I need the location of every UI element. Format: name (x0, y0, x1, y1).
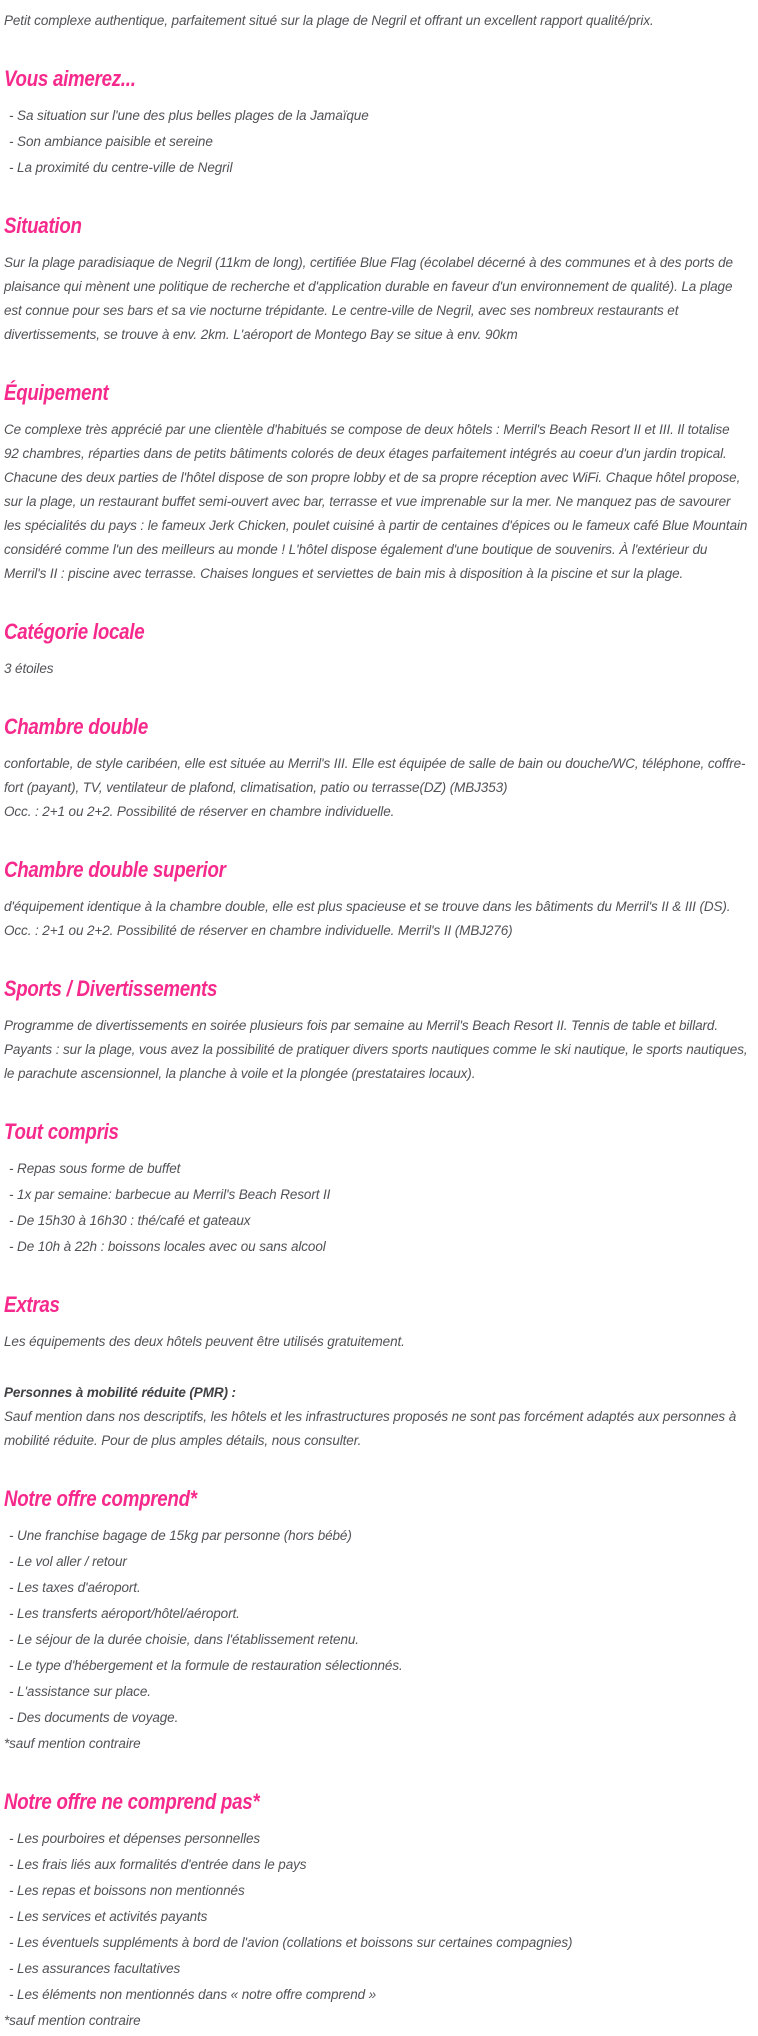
paragraph: confortable, de style caribéen, elle est située au Merril's III. Elle est équipée de salle de bain ou douche/WC, téléphone, coffre-fort (payant), TV, ventilateur de plafond, climatisation, patio ou terrasse(DZ) (MBJ353) (4, 756, 746, 795)
section-heading-categorie-locale: Catégorie locale (4, 619, 145, 644)
paragraph: 3 étoiles (4, 661, 54, 676)
section-situation (4, 213, 748, 347)
section-heading-vous-aimerez: Vous aimerez... (4, 66, 136, 91)
list-item: - Sa situation sur l'une des plus belles plages de la Jamaïque (9, 108, 369, 123)
list-item: - Les taxes d'aéroport. (9, 1580, 141, 1595)
section-heading-chambre-double: Chambre double (4, 714, 148, 739)
list-item: - Les assurances facultatives (9, 1961, 181, 1976)
section-chambre-double (4, 714, 748, 824)
list-item: - Son ambiance paisible et sereine (9, 134, 213, 149)
section-equipement (4, 380, 748, 586)
list-item: - Les frais liés aux formalités d'entrée dans le pays (9, 1857, 307, 1872)
list-item: - Les services et activités payants (9, 1909, 208, 1924)
footnote: *sauf mention contraire (4, 1736, 141, 1751)
paragraph: Occ. : 2+1 ou 2+2. Possibilité de réserver en chambre individuelle. Merril's II (MBJ276) (4, 923, 513, 938)
list-item: - Des documents de voyage. (9, 1710, 179, 1725)
list-item: - Les repas et boissons non mentionnés (9, 1883, 245, 1898)
section-heading-notre-offre-comprend: Notre offre comprend* (4, 1486, 197, 1511)
section-heading-sports-divertissements: Sports / Divertissements (4, 976, 218, 1001)
paragraph: Sur la plage paradisiaque de Negril (11km de long), certifiée Blue Flag (écolabel décerné à des communes et à des ports de plaisance qui mènent une politique de recherche et d'application durable en faveur d'un environnement de qualité). La plage est connue pour ses bars et sa vie nocturne trépidante. Le centre-ville de Negril, avec ses nombreux restaurants et divertissements, se trouve à env. 2km. L'aéroport de Montego Bay se situe à env. 90km (4, 255, 733, 342)
list-item: - L'assistance sur place. (9, 1684, 151, 1699)
section-heading-situation: Situation (4, 213, 82, 238)
section-chambre-double-superior (4, 857, 748, 943)
list-item: - Les éléments non mentionnés dans « notre offre comprend » (9, 1987, 377, 2002)
section-intro (4, 9, 748, 33)
section-heading-tout-compris: Tout compris (4, 1119, 119, 1144)
list-item: - Repas sous forme de buffet (9, 1161, 181, 1176)
section-notre-offre-ne-comprend-pas (4, 1789, 748, 2033)
section-extras (4, 1292, 748, 1453)
section-categorie-locale (4, 619, 748, 681)
paragraph: Petit complexe authentique, parfaitement situé sur la plage de Negril et offrant un excellent rapport qualité/prix. (4, 13, 654, 28)
section-notre-offre-comprend (4, 1486, 748, 1756)
list-item: - De 10h à 22h : boissons locales avec ou sans alcool (9, 1239, 326, 1254)
list-item: - Les transferts aéroport/hôtel/aéroport. (9, 1606, 240, 1621)
paragraph: Ce complexe très apprécié par une clientèle d'habitués se compose de deux hôtels : Merril's Beach Resort II et III. Il totalise 92 chambres, réparties dans de petits bâtiments colorés de deux étages parfaitement intégrés au coeur d'un jardin tropical. Chacune des deux parties de l'hôtel dispose de son propre lobby et de sa propre réception avec WiFi. Chaque hôtel propose, sur la plage, un restaurant buffet semi-ouvert avec bar, terrasse et vue imprenable sur la mer. Ne manquez pas de savourer les spécialités du pays : le fameux Jerk Chicken, poulet cuisiné à partir de centaines d'épices ou le fameux café Blue Mountain considéré comme l'un des meilleurs au monde ! L'hôtel dispose également d'une boutique de souvenirs. À l'extérieur du Merril's II : piscine avec terrasse. Chaises longues et serviettes de bain mis à disposition à la piscine et sur la plage. (4, 422, 748, 581)
section-sports-divertissements (4, 976, 748, 1086)
section-heading-extras: Extras (4, 1292, 60, 1317)
section-tout-compris (4, 1119, 748, 1259)
section-heading-chambre-double-superior: Chambre double superior (4, 857, 226, 882)
list-item: - La proximité du centre-ville de Negril (9, 160, 233, 175)
section-heading-notre-offre-ne-comprend-pas: Notre offre ne comprend pas* (4, 1789, 260, 1814)
paragraph: Occ. : 2+1 ou 2+2. Possibilité de réserver en chambre individuelle. (4, 804, 395, 819)
paragraph: Les équipements des deux hôtels peuvent être utilisés gratuitement. (4, 1334, 405, 1349)
list-item: - De 15h30 à 16h30 : thé/café et gateaux (9, 1213, 251, 1228)
list-item: - Les éventuels suppléments à bord de l'avion (collations et boissons sur certaines compagnies) (9, 1935, 573, 1950)
list-item: - Le séjour de la durée choisie, dans l'établissement retenu. (9, 1632, 359, 1647)
paragraph: Sauf mention dans nos descriptifs, les hôtels et les infrastructures proposés ne sont pas forcément adaptés aux personnes à mobilité réduite. Pour de plus amples détails, nous consulter. (4, 1409, 737, 1448)
subheading-pmr: Personnes à mobilité réduite (PMR) : (4, 1385, 236, 1400)
paragraph: d'équipement identique à la chambre double, elle est plus spacieuse et se trouve dans les bâtiments du Merril's II & III (DS). (4, 899, 731, 914)
paragraph: Programme de divertissements en soirée plusieurs fois par semaine au Merril's Beach Resort II. Tennis de table et billard. Payants : sur la plage, vous avez la possibilité de pratiquer divers sports nautiques comme le ski nautique, le sports nautiques, le parachute ascensionnel, la planche à voile et la plongée (prestataires locaux). (4, 1018, 748, 1081)
footnote: *sauf mention contraire (4, 2013, 141, 2028)
section-heading-equipement: Équipement (4, 380, 109, 405)
list-item: - 1x par semaine: barbecue au Merril's Beach Resort II (9, 1187, 331, 1202)
list-item: - Le vol aller / retour (9, 1554, 127, 1569)
section-vous-aimerez (4, 66, 748, 180)
list-item: - Les pourboires et dépenses personnelles (9, 1831, 261, 1846)
list-item: - Une franchise bagage de 15kg par personne (hors bébé) (9, 1528, 352, 1543)
list-item: - Le type d'hébergement et la formule de restauration sélectionnés. (9, 1658, 403, 1673)
